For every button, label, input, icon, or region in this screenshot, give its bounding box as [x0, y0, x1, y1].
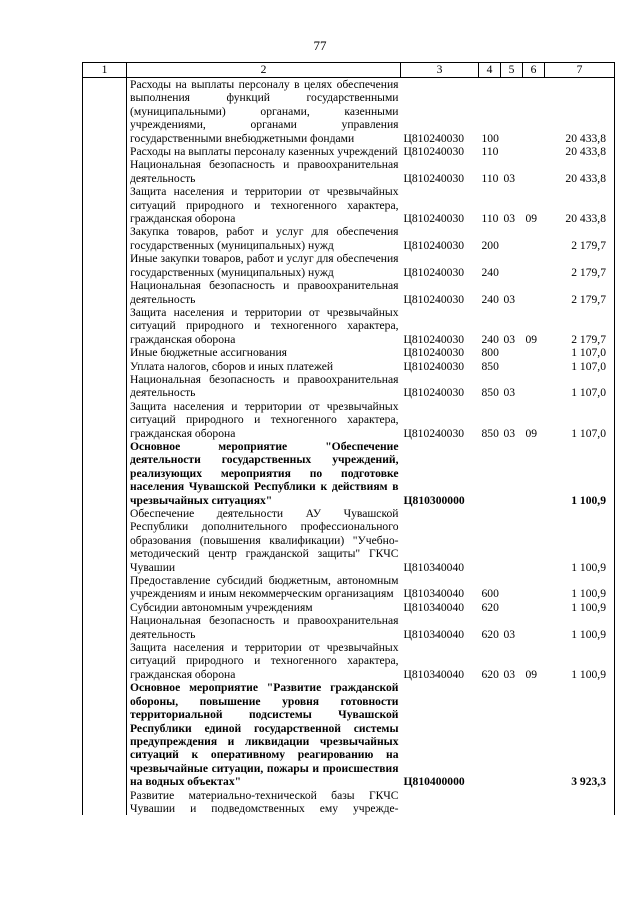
num-cell: [83, 145, 127, 158]
sum-cell: 2 179,7: [545, 252, 615, 279]
num-cell: [83, 78, 127, 146]
section-cell: [501, 789, 523, 816]
expense-type-cell: 850: [481, 386, 499, 400]
subsection-cell: 09: [525, 667, 538, 681]
name-cell: Защита населения и территории от чрезвычайных ситуаций природного и техногенного характера, гражданская оборона: [130, 305, 399, 346]
name-cell: Расходы на выплаты персоналу казенных учреждений: [130, 145, 398, 159]
expense-type-cell: 800: [481, 346, 499, 360]
table-row: [83, 440, 615, 507]
sum-cell: 1 100,9: [545, 641, 615, 681]
num-cell: [83, 601, 127, 614]
expense-type-cell: 850: [481, 426, 499, 440]
name-cell: Защита населения и территории от чрезвычайных ситуаций природного и техногенного характера, гражданская оборона: [130, 641, 399, 681]
num-cell: [83, 440, 127, 507]
code-cell: Ц810340040: [403, 667, 465, 681]
subsection-cell: [523, 789, 545, 816]
code-cell: Ц810240030: [403, 238, 465, 252]
num-cell: [83, 400, 127, 440]
section-cell: 03: [503, 386, 516, 400]
code-cell: Ц810240030: [403, 145, 465, 159]
subsection-cell: [523, 440, 545, 507]
expense-type-cell: 110: [481, 145, 499, 159]
code-cell: Ц810240030: [403, 386, 465, 400]
sum-cell: [545, 789, 615, 816]
section-cell: 03: [503, 667, 516, 681]
num-cell: [83, 158, 127, 185]
expense-type-cell: 200: [481, 238, 499, 252]
table-row: [83, 185, 615, 225]
name-cell: Иные закупки товаров, работ и услуг для обеспечения государственных (муниципальных) нужд: [130, 252, 399, 279]
table-row: [83, 601, 615, 614]
table-row: [83, 614, 615, 641]
section-cell: [501, 574, 523, 601]
num-cell: [83, 614, 127, 641]
code-cell: Ц810300000: [403, 493, 465, 507]
header-cell: 3: [401, 63, 479, 78]
name-cell: Национальная безопасность и правоохранительная деятельность: [130, 372, 399, 400]
subsection-cell: [523, 360, 545, 373]
table-row: [83, 346, 615, 359]
section-cell: [501, 225, 523, 252]
num-cell: [83, 306, 127, 346]
header-row: [83, 63, 615, 78]
section-cell: 03: [503, 627, 516, 641]
table-row: [83, 145, 615, 158]
name-cell: Защита населения и территории от чрезвычайных ситуаций природного и техногенного характера, гражданская оборона: [130, 185, 399, 226]
expense-type-cell: 110: [481, 171, 499, 185]
table-row: [83, 360, 615, 373]
code-cell: Ц810240030: [403, 346, 465, 360]
header-cell: 5: [501, 63, 523, 78]
code-cell: Ц810340040: [403, 600, 465, 614]
section-cell: 03: [503, 292, 516, 306]
sum-cell: 2 179,7: [545, 225, 615, 252]
sum-cell: 20 433,8: [545, 145, 615, 158]
name-cell: Национальная безопасность и правоохранительная деятельность: [130, 279, 399, 306]
expense-type-cell: 620: [481, 627, 499, 641]
name-cell: Развитие материально-технической базы ГКЧС Чувашии и подведомственных ему учрежде-: [130, 788, 399, 815]
name-cell: Основное мероприятие "Развитие гражданской обороны, повышение уровня готовности территориальной подсистемы Чувашской Республики единой государственной системы предупреждения и ликвидации чрезвычайных ситуаций к оперативному реагированию на чрезвычайные ситуации, пожары и происшествия на водных объектах": [130, 681, 399, 789]
sum-cell: 2 179,7: [545, 279, 615, 306]
subsection-cell: [523, 601, 545, 614]
table-row: [83, 400, 615, 440]
header-cell: 7: [545, 63, 615, 78]
sum-cell: 1 100,9: [545, 507, 615, 574]
sum-cell: 1 107,0: [545, 400, 615, 440]
code-cell: Ц810240030: [403, 265, 465, 279]
expense-type-cell: 240: [481, 292, 499, 306]
name-cell: Защита населения и территории от чрезвычайных ситуаций природного и техногенного характера, гражданская оборона: [130, 399, 399, 440]
code-cell: Ц810240030: [403, 131, 465, 145]
table-row: [83, 225, 615, 252]
header-cell: 1: [83, 63, 127, 78]
header-cell: 2: [127, 63, 401, 78]
num-cell: [83, 507, 127, 574]
sum-cell: 1 100,9: [545, 440, 615, 507]
section-cell: [501, 601, 523, 614]
table-row: [83, 279, 615, 306]
sum-cell: 2 179,7: [545, 306, 615, 346]
section-cell: [501, 681, 523, 788]
expense-type-cell: 240: [481, 265, 499, 279]
table-row: [83, 158, 615, 185]
num-cell: [83, 681, 127, 788]
code-cell: Ц810340040: [403, 627, 465, 641]
num-cell: [83, 360, 127, 373]
expense-type-cell: [479, 440, 501, 507]
subsection-cell: [523, 346, 545, 359]
table-row: [83, 252, 615, 279]
section-cell: [501, 145, 523, 158]
table-row: [83, 681, 615, 788]
section-cell: [501, 346, 523, 359]
table-body: [83, 78, 615, 816]
subsection-cell: [523, 507, 545, 574]
sum-cell: 1 107,0: [545, 360, 615, 373]
num-cell: [83, 574, 127, 601]
table-row: [83, 306, 615, 346]
section-cell: 03: [503, 171, 516, 185]
num-cell: [83, 346, 127, 359]
expense-type-cell: 240: [481, 332, 499, 346]
sum-cell: 1 100,9: [545, 614, 615, 641]
name-cell: Уплата налогов, сборов и иных платежей: [130, 359, 334, 373]
header-cell: 6: [523, 63, 545, 78]
name-cell: Предоставление субсидий бюджетным, автономным учреждениям и иным некоммерческим организациям: [130, 574, 399, 601]
code-cell: Ц810240030: [403, 171, 465, 185]
subsection-cell: 09: [525, 332, 538, 346]
expense-type-cell: 620: [481, 667, 499, 681]
subsection-cell: [523, 614, 545, 641]
expense-type-cell: 110: [481, 212, 499, 226]
name-cell: Национальная безопасность и правоохранительная деятельность: [130, 158, 399, 185]
code-cell: Ц810240030: [403, 359, 465, 373]
table-row: [83, 641, 615, 681]
code-cell: Ц810340040: [403, 587, 465, 601]
sum-cell: 20 433,8: [545, 78, 615, 146]
budget-table: [82, 62, 615, 815]
sum-cell: 1 107,0: [545, 346, 615, 359]
code-cell: Ц810240030: [403, 426, 465, 440]
num-cell: [83, 279, 127, 306]
subsection-cell: [523, 145, 545, 158]
expense-type-cell: 100: [481, 131, 499, 145]
section-cell: 03: [503, 212, 516, 226]
header-cell: 4: [479, 63, 501, 78]
expense-type-cell: 850: [481, 359, 499, 373]
num-cell: [83, 373, 127, 400]
subsection-cell: 09: [525, 426, 538, 440]
section-cell: [501, 252, 523, 279]
name-cell: Обеспечение деятельности АУ Чувашской Республики дополнительного профессионального образования (повышения квалификации) "Учебно-методический центр гражданской защиты" ГКЧС Чувашии: [130, 507, 399, 574]
section-cell: [501, 440, 523, 507]
section-cell: [501, 360, 523, 373]
table-row: [83, 789, 615, 816]
section-cell: 03: [503, 426, 516, 440]
expense-type-cell: 620: [481, 600, 499, 614]
expense-type-cell: [479, 681, 501, 788]
sum-cell: 3 923,3: [545, 681, 615, 788]
name-cell: Основное мероприятие "Обеспечение деятельности государственных учреждений, реализующих мероприятия по подготовке населения Чувашской Республики к действиям в чрезвычайных ситуациях": [130, 439, 399, 507]
name-cell: Субсидии автономным учреждениям: [130, 600, 313, 614]
subsection-cell: [523, 225, 545, 252]
num-cell: [83, 789, 127, 816]
subsection-cell: [523, 279, 545, 306]
name-cell: Национальная безопасность и правоохранительная деятельность: [130, 614, 399, 641]
code-cell: Ц810240030: [403, 292, 465, 306]
table-row: [83, 78, 615, 146]
sum-cell: 20 433,8: [545, 185, 615, 225]
section-cell: [501, 78, 523, 146]
subsection-cell: [523, 681, 545, 788]
num-cell: [83, 225, 127, 252]
section-cell: [501, 507, 523, 574]
subsection-cell: [523, 158, 545, 185]
subsection-cell: [523, 252, 545, 279]
code-cell: Ц810400000: [403, 775, 465, 789]
table-row: [83, 507, 615, 574]
page-number: 77: [313, 38, 327, 53]
num-cell: [83, 252, 127, 279]
expense-type-cell: 600: [481, 587, 499, 601]
table-row: [83, 574, 615, 601]
num-cell: [83, 641, 127, 681]
name-cell: Иные бюджетные ассигнования: [130, 346, 287, 360]
expense-type-cell: [479, 789, 501, 816]
expense-type-cell: [479, 507, 501, 574]
sum-cell: 1 100,9: [545, 574, 615, 601]
sum-cell: 20 433,8: [545, 158, 615, 185]
code-cell: [401, 789, 479, 816]
section-cell: 03: [503, 332, 516, 346]
subsection-cell: 09: [525, 212, 538, 226]
code-cell: Ц810240030: [403, 332, 465, 346]
table-row: [83, 373, 615, 400]
subsection-cell: [523, 373, 545, 400]
subsection-cell: [523, 574, 545, 601]
sum-cell: 1 100,9: [545, 601, 615, 614]
name-cell: Закупка товаров, работ и услуг для обеспечения государственных (муниципальных) нужд: [130, 225, 399, 252]
num-cell: [83, 185, 127, 225]
sum-cell: 1 107,0: [545, 373, 615, 400]
code-cell: Ц810340040: [403, 560, 465, 574]
subsection-cell: [523, 78, 545, 146]
code-cell: Ц810240030: [403, 212, 465, 226]
name-cell: Расходы на выплаты персоналу в целях обеспечения выполнения функций государственными (муниципальными) органами, казенными учреждениями, органами управления государственными внебюджетными фондами: [130, 78, 399, 145]
